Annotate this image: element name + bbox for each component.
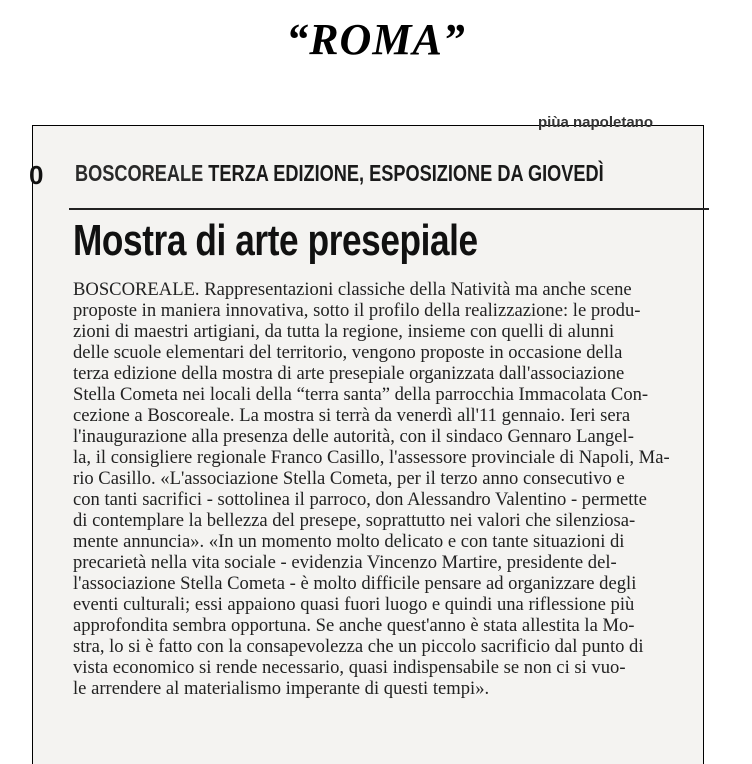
article-kicker <box>75 160 604 187</box>
newspaper-clipping <box>29 114 704 764</box>
body-line: precarietà nella vita sociale - evidenzia Vincenzo Martire, presidente del- <box>73 552 617 573</box>
cropped-side-fragment: 0 <box>29 160 44 190</box>
body-line: proposte in maniera innovativa, sotto il profilo della realizzazione: le produ- <box>73 300 641 321</box>
kicker-place: BOSCOREALE <box>75 160 204 186</box>
body-line: mente annuncia». «In un momento molto delicato e con tante situazioni di <box>73 531 625 552</box>
body-line: l'associazione Stella Cometa - è molto difficile pensare ad organizzare degli <box>73 573 637 594</box>
body-line: zioni di maestri artigiani, da tutta la regione, insieme con quelli di alunni <box>73 321 615 342</box>
body-line: le arrendere al materialismo imperante di questi tempi». <box>73 678 490 699</box>
cropped-header-fragment: piùa napoletano <box>538 114 654 131</box>
body-line: BOSCOREALE. Rappresentazioni classiche della Natività ma anche scene <box>73 279 632 300</box>
body-line: la, il consigliere regionale Franco Casillo, l'assessore provinciale di Napoli, Ma- <box>73 447 670 468</box>
source-title: “ROMA” <box>286 15 466 64</box>
body-line: terza edizione della mostra di arte presepiale organizzata dall'associazione <box>73 363 625 384</box>
article-headline: Mostra di arte presepiale <box>73 216 478 265</box>
body-line: di contemplare la bellezza del presepe, soprattutto nei valori che silenziosa- <box>73 510 636 531</box>
body-line: con tanti sacrifici - sottolinea il parroco, don Alessandro Valentino - permette <box>73 489 647 510</box>
kicker-text: TERZA EDIZIONE, ESPOSIZIONE DA GIOVEDÌ <box>208 160 604 186</box>
kicker-rule <box>69 208 709 210</box>
body-line: l'inaugurazione alla presenza delle autorità, con il sindaco Gennaro Langel- <box>73 426 634 447</box>
body-line: eventi culturali; essi appaiono quasi fuori luogo e quindi una riflessione più <box>73 594 635 615</box>
body-line: Stella Cometa nei locali della “terra santa” della parrocchia Immacolata Con- <box>73 384 649 405</box>
body-line: rio Casillo. «L'associazione Stella Cometa, per il terzo anno consecutivo e <box>73 468 625 489</box>
article-body <box>73 279 693 699</box>
body-line: delle scuole elementari del territorio, vengono proposte in occasione della <box>73 342 623 363</box>
body-line: approfondita sembra opportuna. Se anche quest'anno è stata allestita la Mo- <box>73 615 635 636</box>
body-line: stra, lo si è fatto con la consapevolezza che un piccolo sacrificio dal punto di <box>73 636 644 657</box>
body-line: cezione a Boscoreale. La mostra si terrà da venerdì all'11 gennaio. Ieri sera <box>73 405 631 426</box>
body-line: vista economico si rende necessario, quasi indispensabile se non ci si vuo- <box>73 657 626 678</box>
